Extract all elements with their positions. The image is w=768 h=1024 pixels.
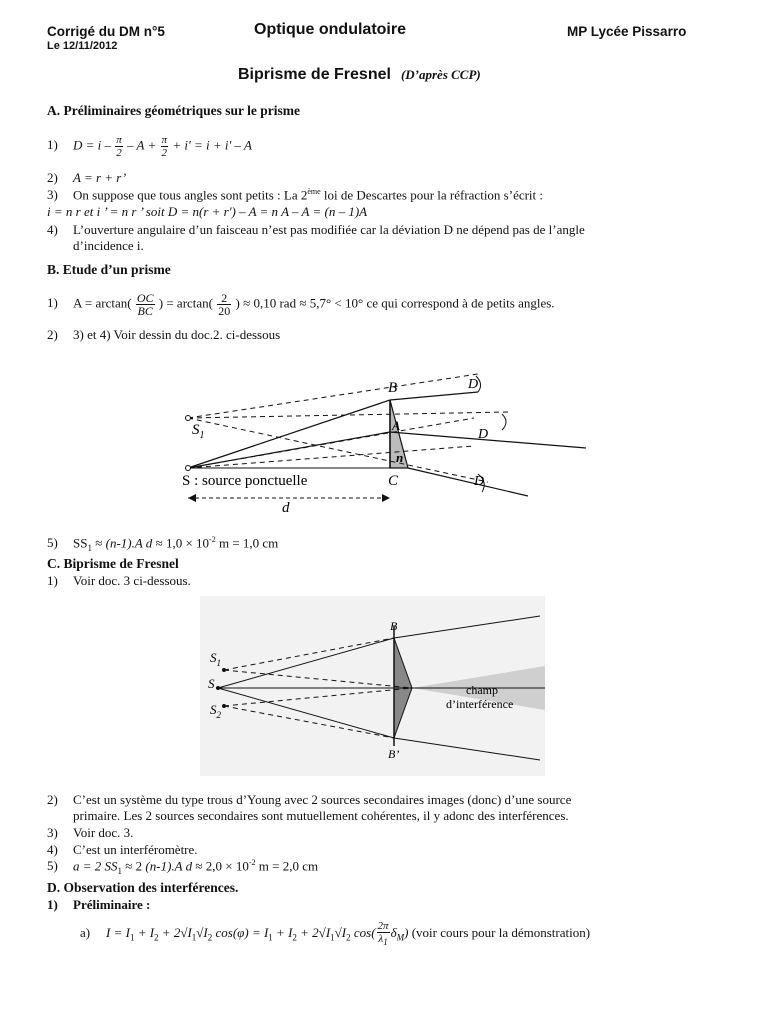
c-item-5: 5) a = 2 $SS_1 \approx 2$ (n-1).A $d \approx 2,0 \times 10^{-2}$ m = 2,0 cm <box>47 858 319 876</box>
c-item-1: 1) Voir doc. 3 ci-dessous. <box>47 573 191 588</box>
d-item-a: a) $I = I_1 + I_2 + 2√I_1√I_2$ $\cos(\varphi) = I_1 + I_2 + 2√I_1√I_2$ cos( $\frac{2\pi}{\lambda_1}$ $\delta_M$) (voir cours pour la démonstration) <box>80 920 591 948</box>
title-main: Biprisme de Fresnel <box>238 66 391 83</box>
biprism-diagram <box>200 596 545 776</box>
ray-top <box>188 400 390 468</box>
b-item-1: 1) A = arctan( $\frac{OC}{BC}$ ) = arctan( $\frac{2}{20}$ ) ≈ 0,10 rad ≈ 5,7° < 10° ce qui correspond à de petits angles. <box>47 291 555 318</box>
a-item-4: 4) L’ouverture angulaire d’un faisceau n’est pas modifiée car la déviation D ne dépend pas de l’angle <box>47 222 585 237</box>
c-item-2-cont: primaire. Les 2 sources secondaires sont mutuellement cohérentes, il y adonc des interférences. <box>73 808 569 823</box>
section-c-heading: C. Biprisme de Fresnel <box>47 556 179 571</box>
b-item-2: 2) 3) et 4) Voir dessin du doc.2. ci-dessous <box>47 327 281 342</box>
label-interference: d’interférence <box>446 697 514 711</box>
label-b: B <box>390 619 398 633</box>
label-s1: $S_1$ <box>210 650 221 668</box>
label-d: d <box>282 500 290 516</box>
page-title <box>238 66 481 84</box>
a-item-3: 3) On suppose que tous angles sont petits : La 2ème loi de Descartes pour la réfraction s’écrit : <box>47 187 544 203</box>
angle-arc-2 <box>502 414 506 430</box>
label-b-prime: B’ <box>388 747 400 761</box>
point-s <box>216 686 220 690</box>
label-d1: D <box>468 377 479 392</box>
label-s: S <box>208 676 215 691</box>
virtual-ray-5 <box>188 418 474 468</box>
a-item-3b: i = n r et i ’ = n r ’ soit D = n(r + r') – A = n A – A = (n – 1)A <box>47 204 368 219</box>
label-champ: champ <box>466 683 498 697</box>
prism-diagram <box>178 372 598 520</box>
label-d3: D <box>474 474 485 489</box>
label-s1: $S_1$ <box>192 422 205 441</box>
label-a: A <box>392 418 400 433</box>
header-school: MP Lycée Pissarro <box>567 24 687 39</box>
header-subject: Optique ondulatoire <box>254 21 406 38</box>
ray-bottom-out <box>408 468 528 496</box>
section-d-heading: D. Observation des interférences. <box>47 880 239 895</box>
c-item-2: 2) C’est un système du type trous d’Young avec 2 sources secondaires images (donc) d’une source <box>47 792 572 807</box>
a-item-2: 2) A = r + r’ <box>47 170 127 185</box>
point-s1 <box>222 668 226 672</box>
b-item-5: 5) $SS_1 \approx (n-1).A$ $d \approx 1,0 \times 10^{-2}$ m = 1,0 cm <box>47 535 279 553</box>
arrow-head-left <box>188 494 196 502</box>
arrow-head-right <box>382 494 390 502</box>
title-source: (D’après CCP) <box>400 67 481 82</box>
label-s2: $S_2$ <box>210 702 221 720</box>
point-s2 <box>222 704 226 708</box>
point-s1 <box>186 416 191 421</box>
a-item-1: 1) D = i – $\frac{\pi}{2}$ – A + $\frac{\pi}{2}$ + i' = i + i' – A <box>47 134 252 159</box>
label-b: B <box>388 380 398 396</box>
section-b-heading: B. Etude d’un prisme <box>47 262 171 277</box>
ray-top-out <box>390 392 478 400</box>
d-item-1: 1) Préliminaire : <box>47 897 151 912</box>
c-item-3: 3) Voir doc. 3. <box>47 825 134 840</box>
virtual-ray-4 <box>188 446 474 468</box>
label-n: n <box>396 450 404 465</box>
c-item-4: 4) C’est un interféromètre. <box>47 842 198 857</box>
label-c: C <box>388 473 399 489</box>
header-course: Corrigé du DM n°5 <box>47 24 165 39</box>
header-date: Le 12/11/2012 <box>47 40 118 52</box>
a-item-4-cont: d’incidence i. <box>73 238 144 253</box>
section-a-heading: A. Préliminaires géométriques sur le prisme <box>47 103 300 118</box>
label-d2: D <box>478 427 489 442</box>
virtual-ray-2 <box>188 412 508 418</box>
label-source: S : source ponctuelle <box>182 473 308 489</box>
point-s <box>186 466 191 471</box>
